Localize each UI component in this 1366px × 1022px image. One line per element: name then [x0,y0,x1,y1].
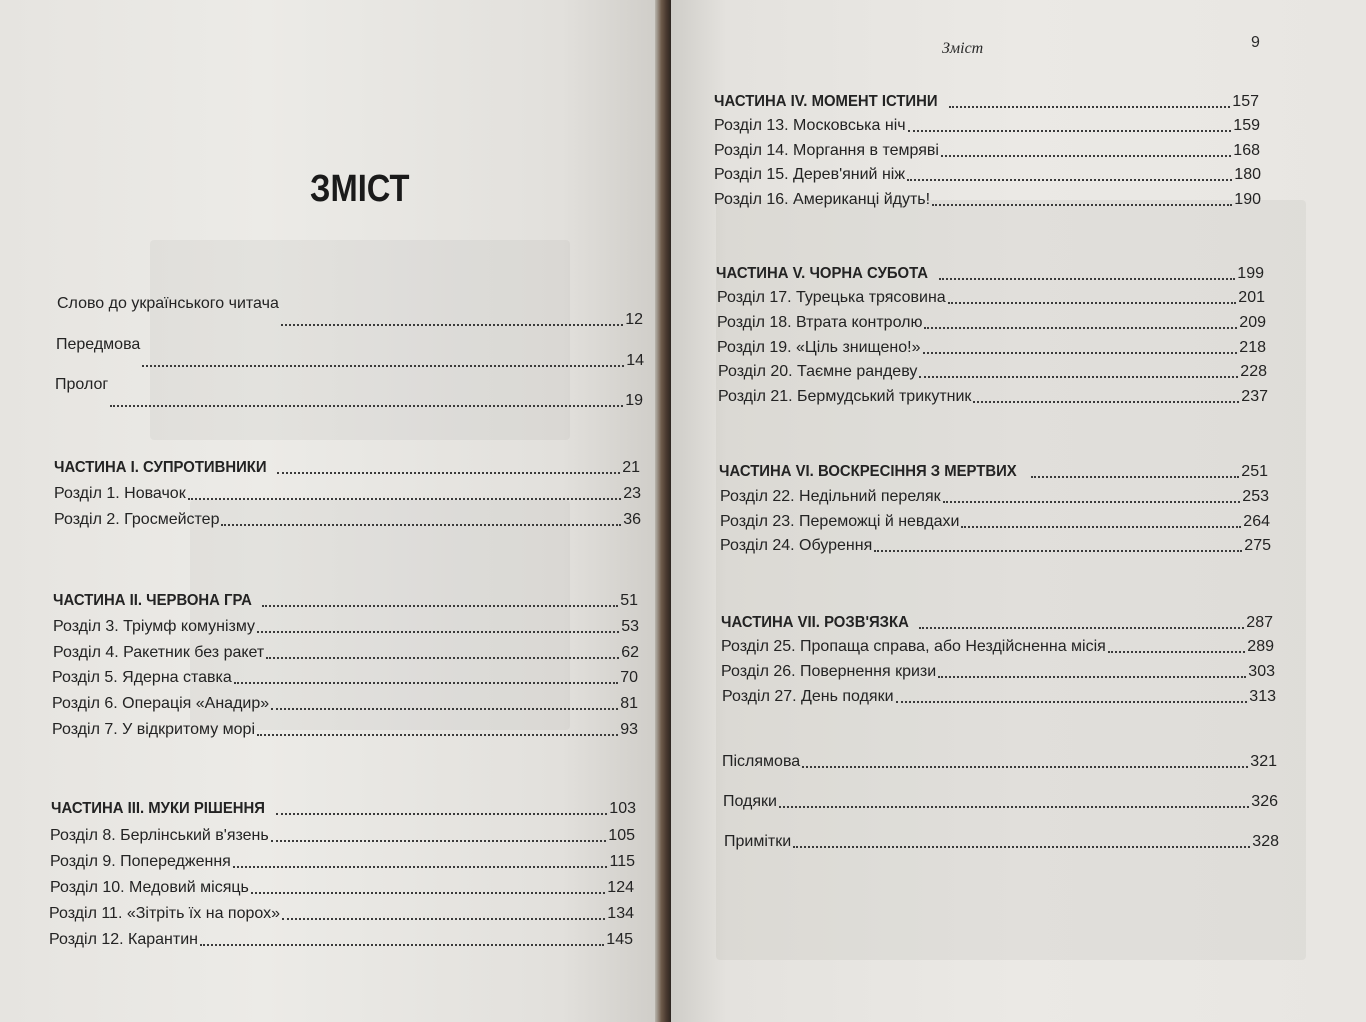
chapter-label: Розділ 22. Недільний переляк [720,488,941,505]
part-heading [51,799,636,819]
chapter-entry [50,826,635,846]
chapter-page: 218 [1239,339,1266,356]
part-heading-page: 199 [1237,265,1264,282]
chapter-page: 70 [620,669,638,686]
part-heading-page: 21 [622,459,640,476]
part-heading-label: ЧАСТИНА VII. РОЗВ'ЯЗКА [721,614,909,631]
chapter-label: Розділ 6. Операція «Анадир» [52,695,270,712]
chapter-page: 105 [608,827,635,844]
right-page [671,0,1366,1022]
part-heading-label: ЧАСТИНА I. СУПРОТИВНИКИ [54,459,267,476]
dot-leader [1031,476,1239,478]
left-page [0,0,660,1022]
dot-leader [271,708,618,710]
chapter-entry [50,852,635,872]
dot-leader [908,130,1232,132]
chapter-page: 134 [607,905,634,922]
chapter-label: Розділ 12. Карантин [49,931,198,948]
toc-entry-page: 328 [1252,833,1279,850]
part-heading-page: 157 [1232,93,1259,110]
dot-leader [793,846,1250,848]
chapter-entry [54,510,641,530]
toc-entry-label: Подяки [723,793,777,810]
chapter-label: Розділ 24. Обурення [720,537,873,554]
dot-leader [262,605,618,607]
dot-leader [200,944,604,946]
running-head: Зміст [942,40,984,57]
dot-leader [907,179,1232,181]
chapter-page: 275 [1244,537,1271,554]
chapter-label: Розділ 15. Дерев'яний ніж [714,166,906,183]
toc-entry [56,335,644,371]
chapter-entry [53,617,639,637]
page-number: 9 [1251,34,1260,51]
chapter-page: 228 [1240,363,1267,380]
chapter-entry [717,313,1266,333]
chapter-page: 36 [623,511,641,528]
chapter-entry [52,668,638,688]
chapter-label: Розділ 13. Московська ніч [714,117,906,134]
dot-leader [188,498,622,500]
chapter-label: Розділ 23. Переможці й невдахи [720,513,960,530]
toc-entry [724,832,1279,852]
dot-leader [874,550,1242,552]
toc-entry-page: 326 [1251,793,1278,810]
part-heading-page: 251 [1241,463,1268,480]
dot-leader [919,376,1238,378]
toc-entry-page: 321 [1250,753,1277,770]
dot-leader [271,840,607,842]
part-heading [716,264,1264,284]
chapter-label: Розділ 8. Берлінський в'язень [50,827,269,844]
chapter-entry [720,487,1269,507]
chapter-page: 190 [1234,191,1261,208]
chapter-page: 313 [1249,688,1276,705]
part-heading-label: ЧАСТИНА III. МУКИ РІШЕННЯ [51,800,265,817]
dot-leader [1108,651,1245,653]
chapter-page: 264 [1243,513,1270,530]
dot-leader [281,324,623,326]
chapter-page: 159 [1233,117,1260,134]
chapter-entry [720,536,1271,556]
dot-leader [266,657,619,659]
dot-leader [234,682,618,684]
toc-entry [55,375,643,411]
dot-leader [257,631,619,633]
chapter-entry [50,878,634,898]
chapter-entry [721,637,1274,657]
toc-entry [722,752,1277,772]
chapter-page: 81 [620,695,638,712]
toc-entry-page: 14 [626,352,644,369]
chapter-label: Розділ 1. Новачок [54,485,186,502]
chapter-label: Розділ 3. Тріумф комунізму [53,618,256,635]
chapter-entry [49,904,634,924]
part-heading-label: ЧАСТИНА IV. МОМЕНТ ІСТИНИ [714,93,938,110]
toc-entry-label: Післямова [722,753,801,770]
page-title: ЗМІСТ [310,168,410,210]
chapter-page: 124 [607,879,634,896]
dot-leader [251,892,605,894]
dot-leader [932,204,1232,206]
toc-entry [57,294,643,330]
dot-leader [924,327,1237,329]
chapter-page: 180 [1234,166,1261,183]
dot-leader [233,866,608,868]
part-heading-label: ЧАСТИНА II. ЧЕРВОНА ГРА [53,592,252,609]
chapter-page: 23 [623,485,641,502]
chapter-page: 289 [1247,638,1274,655]
part-heading-page: 51 [620,592,638,609]
chapter-entry [714,165,1261,185]
dot-leader [142,365,624,367]
chapter-page: 237 [1241,388,1268,405]
chapter-page: 303 [1248,663,1275,680]
part-heading [53,591,638,611]
chapter-entry [718,362,1267,382]
chapter-entry [720,512,1270,532]
dot-leader [257,734,618,736]
part-heading [721,613,1273,633]
dot-leader [802,766,1248,768]
chapter-entry [722,687,1276,707]
chapter-label: Розділ 9. Попередження [50,853,231,870]
chapter-entry [717,338,1266,358]
chapter-label: Розділ 27. День подяки [722,688,894,705]
chapter-page: 145 [606,931,633,948]
chapter-page: 93 [620,721,638,738]
chapter-label: Розділ 25. Пропаща справа, або Нездійсненна місія [721,638,1106,655]
dot-leader [961,526,1241,528]
chapter-label: Розділ 7. У відкритому морі [52,721,255,738]
dot-leader [949,106,1230,108]
dot-leader [939,278,1235,280]
chapter-label: Розділ 20. Таємне рандеву [718,363,918,380]
chapter-label: Розділ 19. «Ціль знищено!» [717,339,921,356]
part-heading [719,462,1268,482]
chapter-entry [718,387,1268,407]
part-heading-page: 287 [1246,614,1273,631]
chapter-entry [721,662,1275,682]
chapter-entry [714,190,1261,210]
chapter-entry [54,484,641,504]
chapter-entry [714,141,1260,161]
chapter-page: 115 [609,853,635,870]
chapter-entry [717,288,1265,308]
dot-leader [941,155,1231,157]
dot-leader [923,352,1238,354]
part-heading-label: ЧАСТИНА V. ЧОРНА СУБОТА [716,265,929,282]
dot-leader [948,302,1237,304]
dot-leader [919,627,1245,629]
dot-leader [110,405,623,407]
chapter-page: 201 [1238,289,1265,306]
chapter-label: Розділ 16. Американці йдуть! [714,191,931,208]
chapter-page: 62 [621,644,639,661]
dot-leader [276,813,607,815]
chapter-page: 53 [621,618,639,635]
chapter-entry [53,643,639,663]
chapter-label: Розділ 17. Турецька трясовина [717,289,946,306]
toc-entry [723,792,1278,812]
chapter-page: 209 [1239,314,1266,331]
toc-entry-label: Примітки [724,833,792,850]
dot-leader [896,701,1248,703]
part-heading-label: ЧАСТИНА VI. ВОСКРЕСІННЯ З МЕРТВИХ [719,463,1017,480]
chapter-label: Розділ 21. Бермудський трикутник [718,388,972,405]
chapter-label: Розділ 10. Медовий місяць [50,879,249,896]
toc-entry-page: 12 [625,311,643,328]
toc-entry-label: Пролог [55,376,109,393]
chapter-entry [52,720,638,740]
toc-entry-label: Слово до українського читача [57,295,279,312]
chapter-page: 168 [1233,142,1260,159]
dot-leader [282,918,605,920]
dot-leader [779,806,1249,808]
dot-leader [938,676,1246,678]
chapter-page: 253 [1242,488,1269,505]
part-heading [714,92,1259,112]
chapter-label: Розділ 26. Повернення кризи [721,663,937,680]
toc-entry-label: Передмова [56,336,141,353]
book-spine [655,0,671,1022]
chapter-entry [714,116,1260,136]
part-heading-page: 103 [609,800,636,817]
dot-leader [943,501,1241,503]
chapter-label: Розділ 4. Ракетник без ракет [53,644,265,661]
chapter-label: Розділ 18. Втрата контролю [717,314,923,331]
chapter-entry [49,930,633,950]
chapter-entry [52,694,638,714]
dot-leader [221,524,621,526]
chapter-label: Розділ 2. Гросмейстер [54,511,220,528]
chapter-label: Розділ 14. Моргання в темряві [714,142,939,159]
chapter-label: Розділ 11. «Зітріть їх на порох» [49,905,280,922]
part-heading [54,458,640,478]
chapter-label: Розділ 5. Ядерна ставка [52,669,232,686]
toc-entry-page: 19 [625,392,643,409]
dot-leader [973,401,1239,403]
dot-leader [277,472,620,474]
